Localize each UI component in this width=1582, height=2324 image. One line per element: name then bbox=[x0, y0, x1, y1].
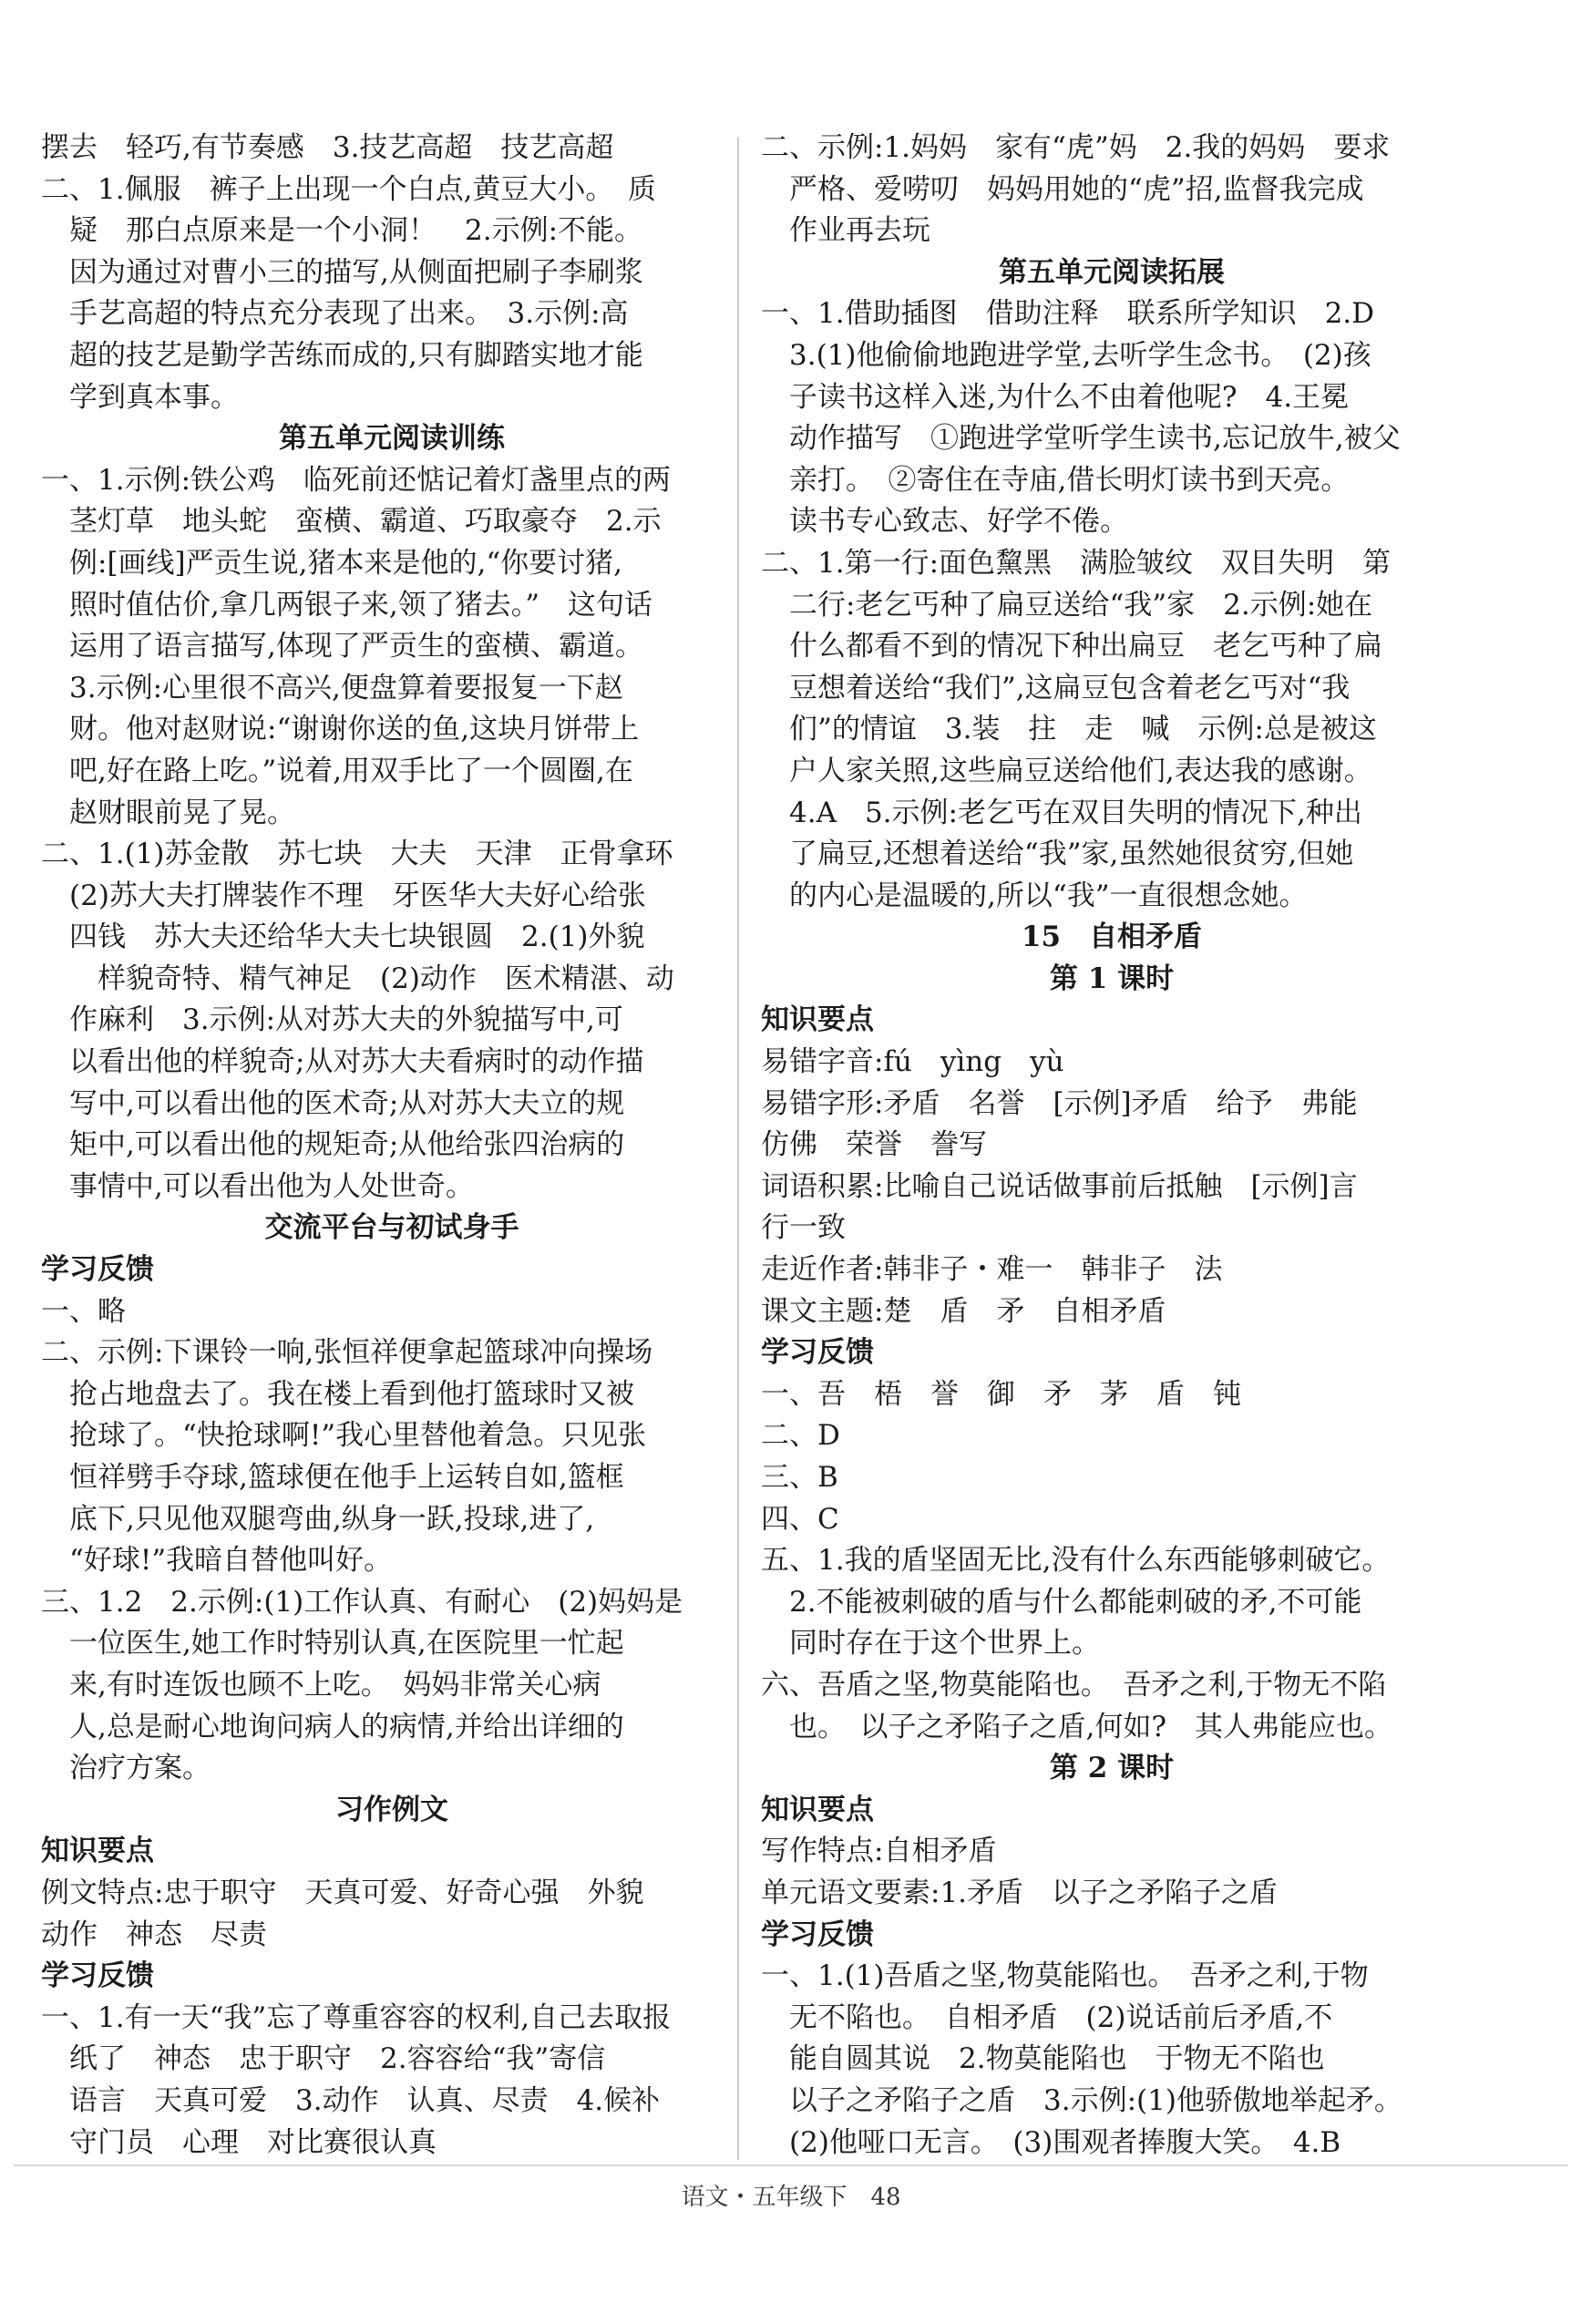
answer-line: 二、1.(1)苏金散 苏七块 大夫 天津 正骨拿环 bbox=[41, 838, 673, 871]
answer-line: 同时存在于这个世界上。 bbox=[761, 1627, 1100, 1661]
answer-line: 一、略 bbox=[41, 1294, 126, 1328]
left-column bbox=[41, 128, 743, 2164]
answer-line: 疑 那白点原来是一个小洞！ 2.示例:不能。 bbox=[41, 214, 643, 248]
answer-line: 样貌奇特、精气神足 (2)动作 医术精湛、动 bbox=[41, 961, 674, 995]
answer-line: 三、1.2 2.示例:(1)工作认真、有耐心 (2)妈妈是 bbox=[41, 1585, 683, 1619]
answer-line: 一位医生,她工作时特别认真,在医院里一忙起 bbox=[41, 1627, 624, 1661]
answer-line: 二、1.第一行:面色黧黑 满脸皱纹 双目失明 第 bbox=[761, 546, 1392, 580]
answer-line: 了扁豆,还想着送给“我”家,虽然她很贫穷,但她 bbox=[761, 838, 1354, 871]
answer-line: 易错字形:矛盾 名誉 [示例]矛盾 给予 弗能 bbox=[761, 1086, 1358, 1120]
section-label: 学习反馈 bbox=[761, 1918, 874, 1951]
section-heading: 第 2 课时 bbox=[1049, 1752, 1175, 1785]
answer-line: 事情中,可以看出他为人处世奇。 bbox=[41, 1169, 474, 1203]
section-heading: 习作例文 bbox=[335, 1793, 448, 1826]
answer-line: 仿佛 荣誉 誊写 bbox=[761, 1128, 987, 1162]
section-label: 知识要点 bbox=[761, 1003, 874, 1037]
answer-line: 一、1.示例:铁公鸡 临死前还惦记着灯盏里点的两 bbox=[41, 463, 672, 497]
answer-line: 2.不能被刺破的盾与什么都能刺破的矛,不可能 bbox=[761, 1585, 1362, 1619]
page-footer: 语文・五年级下 48 bbox=[681, 2184, 901, 2211]
answer-line: 的内心是温暖的,所以“我”一直很想念她。 bbox=[761, 879, 1308, 912]
answer-line: 六、吾盾之坚,物莫能陷也。 吾矛之利,于物无不陷 bbox=[761, 1668, 1387, 1702]
answer-line: 一、1.借助插图 借助注释 联系所学知识 2.D bbox=[761, 297, 1375, 331]
answer-line: 读书专心致志、好学不倦。 bbox=[761, 505, 1128, 539]
answer-line: 财。他对赵财说:“谢谢你送的鱼,这块月饼带上 bbox=[41, 713, 640, 746]
answer-line: 一、1.(1)吾盾之坚,物莫能陷也。 吾矛之利,于物 bbox=[761, 1959, 1369, 1993]
answer-line: 二、示例:1.妈妈 家有“虎”妈 2.我的妈妈 要求 bbox=[761, 131, 1391, 164]
answer-line: 恒祥劈手夺球,篮球便在他手上运转自如,篮框 bbox=[41, 1461, 624, 1494]
answer-line: 课文主题:楚 盾 矛 自相矛盾 bbox=[761, 1294, 1166, 1328]
answer-line: 学到真本事。 bbox=[41, 380, 239, 414]
section-heading: 第五单元阅读训练 bbox=[279, 422, 505, 456]
answer-line: 照时值估价,拿几两银子来,领了猪去。” 这句话 bbox=[41, 588, 653, 622]
answer-line: 3.示例:心里很不高兴,便盘算着要报复一下赵 bbox=[41, 671, 623, 704]
answer-line: 走近作者:韩非子・难一 韩非子 法 bbox=[761, 1253, 1223, 1287]
answer-line: 二、1.佩服 裤子上出现一个白点,黄豆大小。 质 bbox=[41, 172, 656, 206]
answer-line: 行一致 bbox=[761, 1211, 846, 1245]
answer-line: 四、C bbox=[761, 1502, 839, 1536]
answer-line: 能自圆其说 2.物莫能陷也 于物无不陷也 bbox=[761, 2042, 1325, 2076]
answer-line: 也。 以子之矛陷子之盾,何如? 其人弗能应也。 bbox=[761, 1710, 1392, 1743]
answer-line: 四钱 苏大夫还给华大夫七块银圆 2.(1)外貌 bbox=[41, 920, 645, 954]
answer-line: 3.(1)他偷偷地跑进学堂,去听学生念书。 (2)孩 bbox=[761, 338, 1371, 372]
answer-line: 治疗方案。 bbox=[41, 1752, 211, 1785]
answer-line: 严格、爱唠叨 妈妈用她的“虎”招,监督我完成 bbox=[761, 172, 1364, 206]
answer-line: 例文特点:忠于职守 天真可爱、好奇心强 外貌 bbox=[41, 1876, 644, 1909]
answer-line: 三、B bbox=[761, 1461, 838, 1494]
section-label: 知识要点 bbox=[41, 1835, 154, 1868]
answer-line: 赵财眼前晃了晃。 bbox=[41, 796, 295, 829]
answer-line: 抢球了。“快抢球啊!”我心里替他着急。只见张 bbox=[41, 1419, 647, 1453]
answer-line: 写作特点:自相矛盾 bbox=[761, 1835, 997, 1868]
answer-line: 因为通过对曹小三的描写,从侧面把刷子李刷浆 bbox=[41, 255, 643, 289]
answer-line: 人,总是耐心地询问病人的病情,并给出详细的 bbox=[41, 1710, 624, 1743]
answer-line: 矩中,可以看出他的规矩奇;从他给张四治病的 bbox=[41, 1128, 625, 1162]
answer-line: 作麻利 3.示例:从对苏大夫的外貌描写中,可 bbox=[41, 1003, 623, 1037]
answer-line: 例:[画线]严贡生说,猪本来是他的,“你要讨猪, bbox=[41, 546, 623, 580]
answer-line: 什么都看不到的情况下种出扁豆 老乞丐种了扁 bbox=[761, 630, 1382, 663]
answer-line: 无不陷也。 自相矛盾 (2)说话前后矛盾,不 bbox=[761, 2000, 1333, 2034]
section-heading: 15 自相矛盾 bbox=[1021, 920, 1203, 954]
answer-line: 动作描写 ①跑进学堂听学生读书,忘记放牛,被父 bbox=[761, 422, 1401, 456]
answer-line: 豆想着送给“我们”,这扁豆包含着老乞丐对“我 bbox=[761, 671, 1351, 704]
section-label: 知识要点 bbox=[761, 1793, 874, 1826]
answer-line: 守门员 心理 对比赛很认真 bbox=[41, 2125, 437, 2159]
answer-line: 二行:老乞丐种了扁豆送给“我”家 2.示例:她在 bbox=[761, 588, 1373, 622]
answer-line: 超的技艺是勤学苦练而成的,只有脚踏实地才能 bbox=[41, 338, 643, 372]
answer-line: 茎灯草 地头蛇 蛮横、霸道、巧取豪夺 2.示 bbox=[41, 505, 662, 539]
answer-line: 写中,可以看出他的医术奇;从对苏大夫立的规 bbox=[41, 1086, 625, 1120]
answer-line: 动作 神态 尽责 bbox=[41, 1918, 267, 1951]
answer-line: 语言 天真可爱 3.动作 认真、尽责 4.候补 bbox=[41, 2083, 661, 2117]
answer-line: 子读书这样入迷,为什么不由着他呢? 4.王冕 bbox=[761, 380, 1350, 414]
answer-line: 一、吾 梧 誉 御 矛 茅 盾 钝 bbox=[761, 1377, 1241, 1411]
section-label: 学习反馈 bbox=[761, 1336, 874, 1370]
answer-line: 词语积累:比喻自己说话做事前后抵触 [示例]言 bbox=[761, 1169, 1358, 1203]
answer-line: 亲打。 ②寄住在寺庙,借长明灯读书到天亮。 bbox=[761, 463, 1350, 497]
answer-line: 以看出他的样貌奇;从对苏大夫看病时的动作描 bbox=[41, 1045, 644, 1079]
answer-line: 4.A 5.示例:老乞丐在双目失明的情况下,种出 bbox=[761, 796, 1362, 829]
section-label: 学习反馈 bbox=[41, 1959, 154, 1993]
section-heading: 第五单元阅读拓展 bbox=[999, 255, 1225, 289]
answer-line: 五、1.我的盾坚固无比,没有什么东西能够刺破它。 bbox=[761, 1544, 1391, 1578]
answer-line: 抢占地盘去了。我在楼上看到他打篮球时又被 bbox=[41, 1377, 634, 1411]
right-column bbox=[761, 128, 1463, 2164]
footer-rule bbox=[14, 2165, 1568, 2166]
answer-line: 运用了语言描写,体现了严贡生的蛮横、霸道。 bbox=[41, 630, 643, 663]
answer-line: (2)苏大夫打牌装作不理 牙医华大夫好心给张 bbox=[41, 879, 646, 912]
answer-line: 吧,好在路上吃。”说着,用双手比了一个圆圈,在 bbox=[41, 754, 633, 787]
answer-line: 单元语文要素:1.矛盾 以子之矛陷子之盾 bbox=[761, 1876, 1279, 1909]
section-heading: 第 1 课时 bbox=[1049, 961, 1175, 995]
answer-line: 纸了 神态 忠于职守 2.容容给“我”寄信 bbox=[41, 2042, 606, 2076]
answer-line: 以子之矛陷子之盾 3.示例:(1)他骄傲地举起矛。 bbox=[761, 2083, 1402, 2117]
answer-line: 来,有时连饭也顾不上吃。 妈妈非常关心病 bbox=[41, 1668, 601, 1702]
column-divider bbox=[737, 137, 739, 2160]
answer-line: “好球!”我暗自替他叫好。 bbox=[41, 1544, 393, 1578]
answer-line: 二、D bbox=[761, 1419, 840, 1453]
answer-line: 底下,只见他双腿弯曲,纵身一跃,投球,进了, bbox=[41, 1502, 595, 1536]
answer-line: 摆去 轻巧,有节奏感 3.技艺高超 技艺高超 bbox=[41, 131, 614, 164]
answer-line: 手艺高超的特点充分表现了出来。 3.示例:高 bbox=[41, 297, 629, 331]
answer-line: (2)他哑口无言。 (3)围观者捧腹大笑。 4.B bbox=[761, 2125, 1341, 2159]
section-heading: 交流平台与初试身手 bbox=[264, 1211, 519, 1245]
answer-line: 户人家关照,这些扁豆送给他们,表达我的感谢。 bbox=[761, 754, 1372, 787]
answer-line: 一、1.有一天“我”忘了尊重容容的权利,自己去取报 bbox=[41, 2000, 672, 2034]
answer-line: 二、示例:下课铃一响,张恒祥便拿起篮球冲向操场 bbox=[41, 1336, 653, 1370]
answer-line: 作业再去玩 bbox=[761, 214, 930, 248]
answer-line: 易错字音:fú yìng yù bbox=[761, 1045, 1064, 1079]
answer-line: 们”的情谊 3.装 拄 走 喊 示例:总是被这 bbox=[761, 713, 1377, 746]
section-label: 学习反馈 bbox=[41, 1253, 154, 1287]
